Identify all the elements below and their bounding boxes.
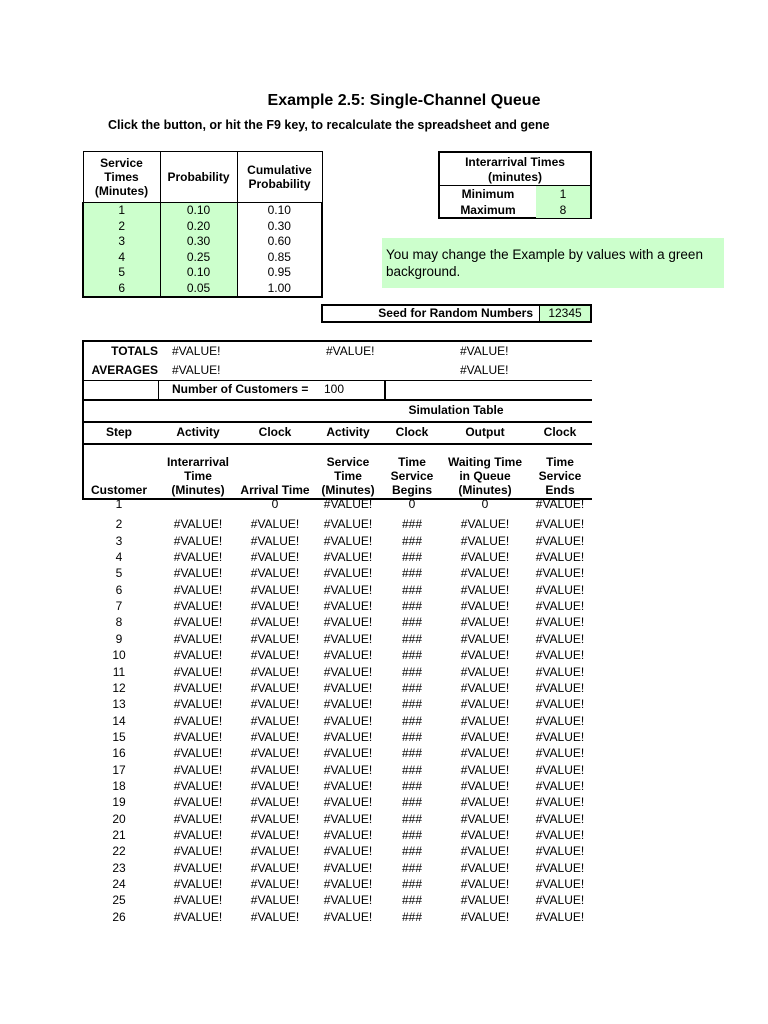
table-cell: #VALUE! <box>535 599 585 614</box>
table-cell: #VALUE! <box>535 762 585 777</box>
column-header-text: Customer <box>90 483 147 497</box>
table-cell: #VALUE! <box>323 599 373 614</box>
table-cell: #VALUE! <box>173 615 223 630</box>
table-cell: ### <box>401 762 423 777</box>
table-cell: #VALUE! <box>460 550 510 565</box>
table-cell: #VALUE! <box>535 648 585 663</box>
table-cell: #VALUE! <box>323 566 373 581</box>
probability-cell[interactable]: 0.10 <box>160 265 237 281</box>
table-cell: 17 <box>112 762 126 777</box>
table-cell: #VALUE! <box>535 746 585 761</box>
table-cell: ### <box>401 680 423 695</box>
step-row-label: Output <box>465 425 505 439</box>
table-cell: #VALUE! <box>323 844 373 859</box>
table-cell: #VALUE! <box>535 828 585 842</box>
table-cell: #VALUE! <box>535 497 585 511</box>
table-cell: 7 <box>115 599 123 614</box>
table-cell: #VALUE! <box>460 909 510 924</box>
table-cell: #VALUE! <box>460 599 510 614</box>
table-cell: 4 <box>115 550 123 565</box>
help-note: You may change the Example by values with a green background. <box>382 238 724 288</box>
table-cell: ### <box>401 599 423 614</box>
table-cell: #VALUE! <box>535 582 585 597</box>
seed-value[interactable]: 12345 <box>540 306 590 321</box>
table-cell: #VALUE! <box>323 909 373 924</box>
table-cell: #VALUE! <box>173 811 223 826</box>
table-cell: #VALUE! <box>173 648 223 663</box>
table-cell: #VALUE! <box>460 811 510 826</box>
table-cell: ### <box>401 533 423 548</box>
column-header <box>314 443 382 498</box>
table-cell: ### <box>401 778 423 793</box>
table-cell: #VALUE! <box>460 631 510 646</box>
table-cell: #VALUE! <box>323 497 373 511</box>
table-cell: #VALUE! <box>323 877 373 892</box>
table-cell: ### <box>401 893 423 908</box>
table-cell: #VALUE! <box>460 566 510 581</box>
cumulative-cell: 0.10 <box>237 203 322 219</box>
table-cell: 6 <box>115 582 123 597</box>
table-cell: #VALUE! <box>460 615 510 630</box>
table-cell: ### <box>401 550 423 565</box>
step-row-label: Step <box>105 425 132 439</box>
table-cell: #VALUE! <box>250 844 300 859</box>
table-cell: #VALUE! <box>535 778 585 793</box>
step-row-label: Clock <box>543 425 577 439</box>
table-cell: #VALUE! <box>460 517 510 532</box>
table-cell: #VALUE! <box>535 860 585 875</box>
table-cell: #VALUE! <box>250 713 300 728</box>
service-time-table <box>82 151 323 298</box>
table-cell: #VALUE! <box>173 631 223 646</box>
table-cell: 2 <box>115 517 123 532</box>
table-cell: #VALUE! <box>323 582 373 597</box>
table-cell: #VALUE! <box>250 746 300 761</box>
totals-label: TOTALS <box>111 344 158 358</box>
column-header-text: Time Service Ends <box>538 455 582 497</box>
step-row-label: Activity <box>326 425 370 439</box>
table-cell: 9 <box>115 631 123 646</box>
table-cell: #VALUE! <box>173 599 223 614</box>
table-cell: #VALUE! <box>323 729 373 744</box>
table-cell: #VALUE! <box>173 893 223 908</box>
service-table-row <box>83 281 322 298</box>
table-cell: #VALUE! <box>323 648 373 663</box>
table-cell: #VALUE! <box>535 550 585 565</box>
cumulative-cell: 0.85 <box>237 250 322 266</box>
service-table-row <box>83 265 322 281</box>
table-cell: #VALUE! <box>535 697 585 712</box>
step-row-label: Activity <box>176 425 220 439</box>
table-cell: #VALUE! <box>323 615 373 630</box>
interarrival-header: Interarrival Times (minutes) <box>440 153 590 186</box>
table-cell: #VALUE! <box>460 680 510 695</box>
table-cell: #VALUE! <box>250 599 300 614</box>
table-cell: #VALUE! <box>250 778 300 793</box>
step-row-label: Clock <box>395 425 429 439</box>
maximum-value[interactable]: 8 <box>536 202 590 218</box>
table-cell: #VALUE! <box>460 893 510 908</box>
table-cell: #VALUE! <box>173 909 223 924</box>
table-cell: ### <box>401 811 423 826</box>
table-cell: #VALUE! <box>460 746 510 761</box>
table-cell: #VALUE! <box>535 893 585 908</box>
table-cell: #VALUE! <box>323 860 373 875</box>
simulation-table-title: Simulation Table <box>408 403 504 417</box>
averages-interarrival: #VALUE! <box>172 363 221 377</box>
cumulative-cell: 0.95 <box>237 265 322 281</box>
service-time-cell[interactable]: 1 <box>83 203 160 219</box>
table-cell: 18 <box>112 778 126 793</box>
table-cell: 3 <box>115 533 123 548</box>
table-cell: ### <box>401 582 423 597</box>
table-cell: #VALUE! <box>460 648 510 663</box>
table-cell: #VALUE! <box>323 664 373 679</box>
table-cell: #VALUE! <box>173 828 223 842</box>
table-cell: ### <box>401 729 423 744</box>
probability-cell[interactable]: 0.20 <box>160 219 237 235</box>
table-cell: #VALUE! <box>460 844 510 859</box>
table-cell: #VALUE! <box>250 860 300 875</box>
service-table-row <box>83 219 322 235</box>
table-cell: ### <box>401 631 423 646</box>
table-cell: #VALUE! <box>323 828 373 842</box>
table-cell: ### <box>401 877 423 892</box>
table-cell: ### <box>401 909 423 924</box>
totals-waiting: #VALUE! <box>460 344 509 358</box>
table-cell: #VALUE! <box>323 778 373 793</box>
column-header <box>442 443 528 498</box>
table-cell: #VALUE! <box>535 844 585 859</box>
seed-row <box>321 304 592 323</box>
table-cell: #VALUE! <box>250 550 300 565</box>
table-cell: #VALUE! <box>323 762 373 777</box>
cumulative-cell: 1.00 <box>237 281 322 298</box>
table-cell: #VALUE! <box>323 795 373 810</box>
totals-service: #VALUE! <box>326 344 375 358</box>
table-cell: ### <box>401 566 423 581</box>
table-cell: #VALUE! <box>250 762 300 777</box>
table-cell: #VALUE! <box>460 664 510 679</box>
table-cell: #VALUE! <box>323 713 373 728</box>
table-cell: 20 <box>112 811 126 826</box>
table-cell <box>158 496 238 512</box>
table-cell: 8 <box>115 615 123 630</box>
minimum-label: Minimum <box>461 187 515 201</box>
table-cell: #VALUE! <box>173 697 223 712</box>
minimum-value[interactable]: 1 <box>536 186 590 202</box>
table-cell: #VALUE! <box>173 680 223 695</box>
table-cell: 24 <box>112 877 126 892</box>
column-header <box>82 443 156 498</box>
totals-interarrival: #VALUE! <box>172 344 221 358</box>
table-cell: #VALUE! <box>323 746 373 761</box>
table-cell: #VALUE! <box>173 746 223 761</box>
table-cell: #VALUE! <box>173 533 223 548</box>
table-cell: 25 <box>112 893 126 908</box>
table-cell: 19 <box>112 795 126 810</box>
table-cell: #VALUE! <box>323 517 373 532</box>
table-cell: #VALUE! <box>535 517 585 532</box>
table-cell: #VALUE! <box>535 680 585 695</box>
column-header <box>158 443 238 498</box>
table-cell: #VALUE! <box>250 517 300 532</box>
column-header <box>238 443 312 498</box>
table-cell: ### <box>401 746 423 761</box>
table-cell: 21 <box>112 828 126 842</box>
table-cell: #VALUE! <box>323 680 373 695</box>
table-cell: 1 <box>115 497 123 511</box>
table-cell: #VALUE! <box>535 811 585 826</box>
service-time-cell[interactable]: 4 <box>83 250 160 266</box>
table-cell: 12 <box>112 680 126 695</box>
maximum-label: Maximum <box>460 203 516 217</box>
table-cell: #VALUE! <box>250 582 300 597</box>
table-cell: #VALUE! <box>173 762 223 777</box>
table-cell: 22 <box>112 844 126 859</box>
table-cell: 11 <box>112 664 126 679</box>
table-cell: 10 <box>112 648 126 663</box>
service-time-cell[interactable]: 3 <box>83 234 160 250</box>
totals-block <box>82 340 592 399</box>
table-cell: #VALUE! <box>460 697 510 712</box>
table-cell: #VALUE! <box>173 795 223 810</box>
table-cell: 15 <box>112 729 126 744</box>
table-cell: #VALUE! <box>460 582 510 597</box>
table-cell: 5 <box>115 566 123 581</box>
table-cell: #VALUE! <box>460 533 510 548</box>
table-cell: #VALUE! <box>250 566 300 581</box>
table-cell: #VALUE! <box>173 713 223 728</box>
table-cell: 26 <box>112 909 126 924</box>
table-cell: #VALUE! <box>250 697 300 712</box>
table-cell: ### <box>401 615 423 630</box>
table-cell: #VALUE! <box>535 615 585 630</box>
table-cell: #VALUE! <box>250 729 300 744</box>
service-time-cell[interactable]: 6 <box>83 281 160 298</box>
table-cell: #VALUE! <box>173 844 223 859</box>
table-cell: #VALUE! <box>535 729 585 744</box>
table-cell: 14 <box>112 713 126 728</box>
table-cell: #VALUE! <box>173 517 223 532</box>
table-cell: #VALUE! <box>323 893 373 908</box>
table-cell: #VALUE! <box>173 664 223 679</box>
table-cell: #VALUE! <box>323 550 373 565</box>
table-cell: #VALUE! <box>323 811 373 826</box>
table-cell: #VALUE! <box>323 533 373 548</box>
probability-cell[interactable]: 0.10 <box>160 203 237 219</box>
column-header-text: Time Service Begins <box>390 455 434 497</box>
table-cell: #VALUE! <box>535 713 585 728</box>
table-cell: #VALUE! <box>535 566 585 581</box>
cumulative-cell: 0.60 <box>237 234 322 250</box>
table-cell: #VALUE! <box>173 729 223 744</box>
table-cell: 23 <box>112 860 126 875</box>
probability-cell[interactable]: 0.30 <box>160 234 237 250</box>
table-cell: #VALUE! <box>460 828 510 842</box>
column-header <box>382 443 442 498</box>
table-cell: #VALUE! <box>460 713 510 728</box>
table-cell: 0 <box>271 497 279 511</box>
service-table-row <box>83 203 322 219</box>
page-title: Example 2.5: Single-Channel Queue <box>267 92 541 109</box>
service-table-row <box>83 234 322 250</box>
column-header-text: Interarrival Time (Minutes) <box>166 455 230 497</box>
service-time-cell[interactable]: 2 <box>83 219 160 235</box>
seed-label: Seed for Random Numbers <box>323 306 540 321</box>
header-cumulative-probability: Cumulative Probability <box>237 152 322 203</box>
table-cell: #VALUE! <box>173 860 223 875</box>
table-cell: ### <box>401 828 423 842</box>
table-cell: #VALUE! <box>460 762 510 777</box>
table-cell: #VALUE! <box>460 778 510 793</box>
instructions-text: Click the button, or hit the F9 key, to recalculate the spreadsheet and gene <box>108 118 550 132</box>
table-cell: ### <box>401 860 423 875</box>
table-cell: #VALUE! <box>250 877 300 892</box>
table-cell: 0 <box>481 497 489 511</box>
service-table-row <box>83 250 322 266</box>
table-cell: #VALUE! <box>173 778 223 793</box>
table-cell: #VALUE! <box>323 697 373 712</box>
table-cell: #VALUE! <box>323 631 373 646</box>
service-time-cell[interactable]: 5 <box>83 265 160 281</box>
table-cell: #VALUE! <box>535 909 585 924</box>
column-header <box>528 443 592 498</box>
table-cell: #VALUE! <box>460 877 510 892</box>
table-cell: #VALUE! <box>250 631 300 646</box>
table-cell: ### <box>401 517 423 532</box>
table-cell: #VALUE! <box>173 566 223 581</box>
table-cell: ### <box>401 664 423 679</box>
interarrival-times-box <box>438 151 592 219</box>
table-cell: #VALUE! <box>250 680 300 695</box>
probability-cell[interactable]: 0.25 <box>160 250 237 266</box>
cumulative-cell: 0.30 <box>237 219 322 235</box>
table-cell: #VALUE! <box>173 877 223 892</box>
table-cell: 13 <box>112 697 126 712</box>
table-cell: #VALUE! <box>250 664 300 679</box>
header-service-times: Service Times (Minutes) <box>83 152 160 203</box>
header-probability: Probability <box>160 152 237 203</box>
averages-label: AVERAGES <box>91 363 158 377</box>
averages-waiting: #VALUE! <box>460 363 509 377</box>
table-cell: #VALUE! <box>173 582 223 597</box>
table-cell: #VALUE! <box>250 811 300 826</box>
column-header-text: Waiting Time in Queue (Minutes) <box>447 455 522 497</box>
column-header-text: Arrival Time <box>240 483 310 497</box>
probability-cell[interactable]: 0.05 <box>160 281 237 298</box>
table-cell: 0 <box>408 497 416 511</box>
table-cell: ### <box>401 795 423 810</box>
table-cell: #VALUE! <box>535 795 585 810</box>
table-cell: #VALUE! <box>460 795 510 810</box>
table-cell: #VALUE! <box>250 648 300 663</box>
step-row-label: Clock <box>258 425 292 439</box>
table-cell: #VALUE! <box>250 893 300 908</box>
table-cell: #VALUE! <box>250 909 300 924</box>
table-cell: 16 <box>112 746 126 761</box>
customers-value[interactable]: 100 <box>324 382 345 396</box>
table-cell: #VALUE! <box>535 533 585 548</box>
table-cell: #VALUE! <box>535 877 585 892</box>
table-cell: ### <box>401 713 423 728</box>
customers-label: Number of Customers = <box>172 382 309 396</box>
table-cell: #VALUE! <box>250 795 300 810</box>
table-cell: #VALUE! <box>535 631 585 646</box>
column-header-text: Service Time (Minutes) <box>321 455 375 497</box>
table-cell: ### <box>401 844 423 859</box>
table-cell: #VALUE! <box>535 664 585 679</box>
table-cell: #VALUE! <box>250 828 300 842</box>
table-cell: #VALUE! <box>250 533 300 548</box>
table-cell: #VALUE! <box>173 550 223 565</box>
table-cell: ### <box>401 648 423 663</box>
table-cell: ### <box>401 697 423 712</box>
table-cell: #VALUE! <box>460 860 510 875</box>
table-cell: #VALUE! <box>250 615 300 630</box>
table-cell: #VALUE! <box>460 729 510 744</box>
